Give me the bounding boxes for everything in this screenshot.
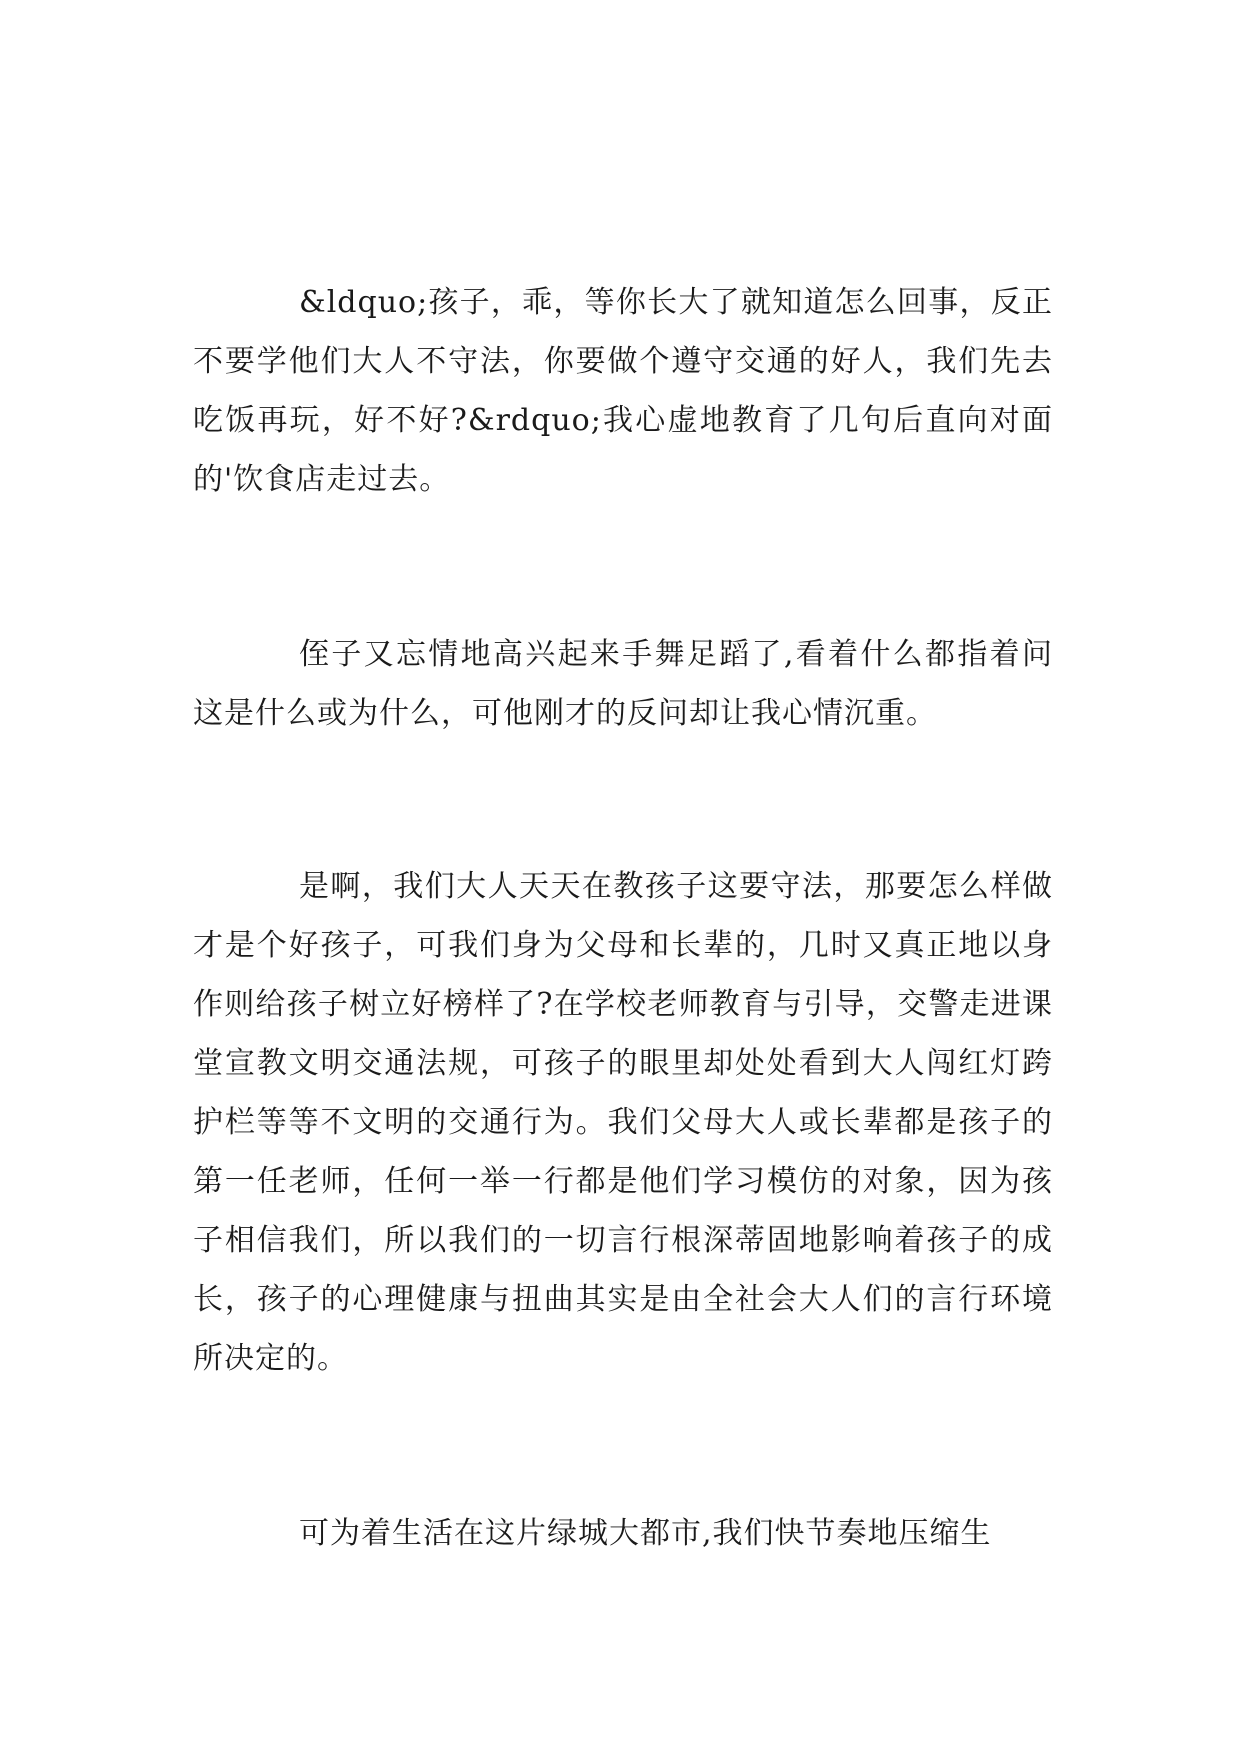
paragraph-3: 是啊，我们大人天天在教孩子这要守法，那要怎么样做才是个好孩子，可我们身为父母和长辈的，几时又真正地以身作则给孩子树立好榜样了?在学校老师教育与引导，交警走进课堂宣教文明交通法规，可孩子的眼里却处处看到大人闯红灯跨护栏等等不文明的交通行为。我们父母大人或长辈都是孩子的第一任老师，任何一举一行都是他们学习模仿的对象，因为孩子相信我们，所以我们的一切言行根深蒂固地影响着孩子的成长，孩子的心理健康与扭曲其实是由全社会大人们的言行环境所决定的。 xyxy=(193,869,1053,1376)
paragraph-1: &ldquo;孩子，乖，等你长大了就知道怎么回事，反正不要学他们大人不守法，你要做个遵守交通的好人，我们先去吃饭再玩，好不好?&rdquo;我心虚地教育了几句后直向对面的'饮食店走过去。 xyxy=(193,285,1053,497)
paragraph-2: 侄子又忘情地高兴起来手舞足蹈了,看着什么都指着问这是什么或为什么，可他刚才的反问却让我心情沉重。 xyxy=(193,637,1053,731)
paragraph-4: 可为着生活在这片绿城大都市,我们快节奏地压缩生 xyxy=(299,1516,992,1551)
